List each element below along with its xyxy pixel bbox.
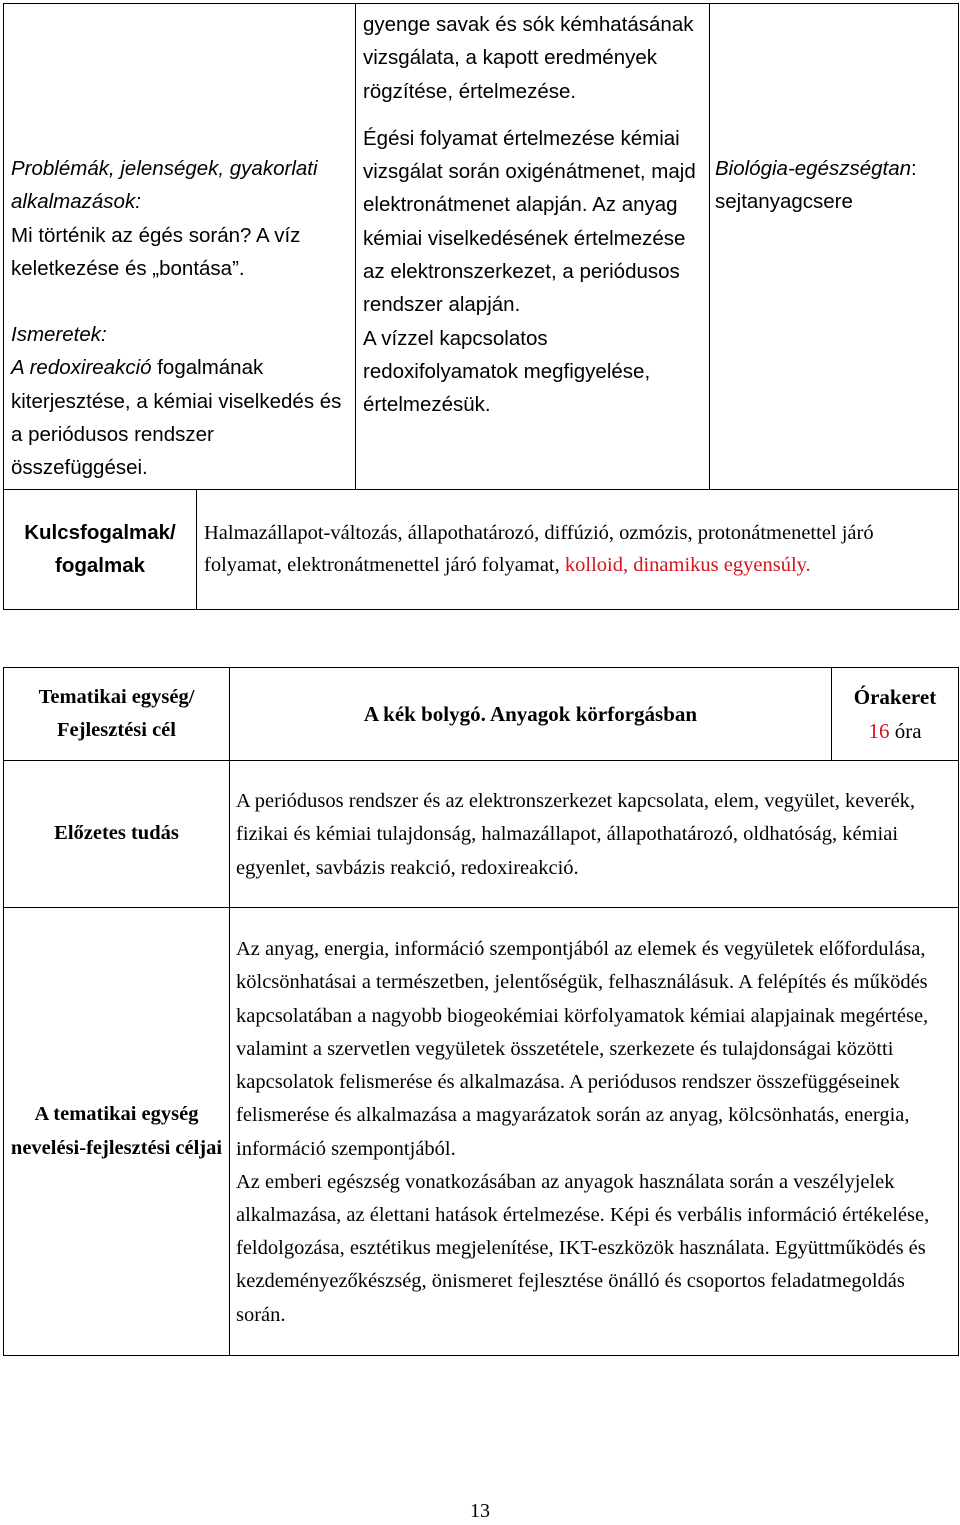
prior-knowledge-label: Előzetes tudás (4, 761, 230, 908)
knowledge-heading: Ismeretek: (11, 323, 107, 347)
problems-heading: Problémák, jelenségek, gyakorlati alkalmazások: (11, 157, 318, 214)
hours-value: 16 (868, 719, 890, 743)
key-concepts-highlight: kolloid, dinamikus egyensúly. (564, 554, 811, 577)
activities-top-text: gyenge savak és sók kémhatásának vizsgálata, a kapott eredmények rögzítése, értelmezése. (363, 13, 694, 103)
goals-label: A tematikai egység nevelési-fejlesztési céljai (4, 908, 230, 1356)
hours-cell (832, 668, 959, 761)
problems-text: Mi történik az égés során? A víz keletkezése és „bontása”. (11, 223, 301, 280)
goals-cell (230, 908, 959, 1356)
key-concepts-label: Kulcsfogalmak/ fogalmak (4, 489, 197, 609)
unit-title: A kék bolygó. Anyagok körforgásban (230, 668, 832, 761)
content-table-continued (3, 3, 959, 610)
goals-text-1: Az anyag, energia, információ szempontjából az elemek és vegyületek előfordulása, kölcsönhatásai a természetben, jelentőségük, felhasználásuk. A felépítés és működés kapcsolatában a nagyobb biogeokémiai körfolyamatok kémiai alapjainak megértése, valamint a szervetlen vegyületek összetétele, szerkezete és tulajdonságai közötti kapcsolatok felismerése és alkalmazása. A periódusos rendszer összefüggéseinek felismerése és alkalmazása a magyarázatok során az anyag, kölcsönhatás, energia, információ szempontjából. (236, 938, 929, 1160)
key-concepts-text: Halmazállapot-változás, állapothatározó, diffúzió, ozmózis, protonátmenettel járó folyamat, elektronátmenettel járó folyamat, (204, 521, 874, 577)
subject-colon: : (911, 157, 917, 180)
activities-main-text: Égési folyamat értelmezése kémiai vizsgálat során oxigénátmenet, majd elektronátmenet alapján. Az anyag kémiai viselkedésének értelmezése az elektronszerkezet, a periódusos rendszer alapján. (363, 126, 696, 317)
hours-label: Órakeret (853, 685, 937, 709)
page-number: 13 (470, 1500, 490, 1522)
knowledge-term: A redoxireakció (11, 356, 152, 380)
connections-cell (710, 4, 959, 490)
activities-cell (356, 4, 710, 490)
unit-label: Tematikai egység/ Fejlesztési cél (4, 668, 230, 761)
thematic-unit-table (3, 667, 959, 1356)
goals-text-2: Az emberi egészség vonatkozásában az anyagok használata során a veszélyjelek alkalmazása, az élettani hatások értelmezése. Képi és verbális információ értékelése, feldolgozása, esztétikus megjelenítése, IKT-eszközök használata. Együttműködés és kezdeményezőkészség, önismeret fejlesztése önálló és csoportos feladatmegoldás során. (236, 1170, 930, 1326)
key-concepts-cell (197, 489, 959, 609)
problems-knowledge-cell (4, 4, 356, 490)
knowledge-text: fogalmának kiterjesztése, a kémiai viselkedés és a periódusos rendszer összefüggései. (11, 356, 342, 480)
subject-name: Biológia-egészségtan (715, 157, 912, 180)
activities-water-text: A vízzel kapcsolatos redoxifolyamatok megfigyelése, értelmezésük. (363, 326, 651, 417)
subject-topic: sejtanyagcsere (715, 190, 853, 214)
hours-unit: óra (894, 719, 922, 743)
prior-knowledge-text: A periódusos rendszer és az elektronszerkezet kapcsolata, elem, vegyület, keverék, fizikai és kémiai tulajdonság, halmazállapot, állapothatározó, oldhatóság, kémiai egyenlet, savbázis reakció, redoxireakció. (230, 761, 959, 908)
